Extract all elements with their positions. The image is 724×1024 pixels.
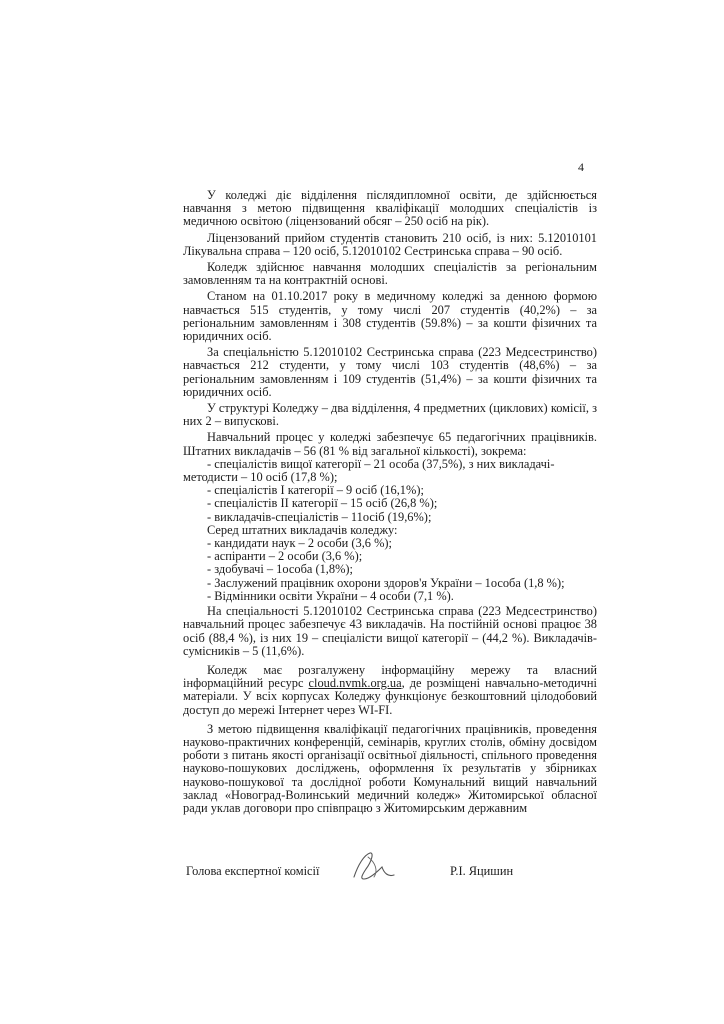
signature-block <box>186 861 596 901</box>
paragraph-network <box>183 664 597 717</box>
cloud-resource-link[interactable]: cloud.nvmk.org.ua <box>308 676 402 691</box>
list-item: - здобувачі – 1особа (1,8%); <box>207 562 353 577</box>
list-item: - аспіранти – 2 особи (3,6 %); <box>207 549 363 564</box>
paragraph-cooperation: З метою підвищення кваліфікації педагогічних працівників, проведення науково-практичних конференцій, семінарів, круглих столів, обміну досвідом роботи з питань якості організації освітньої діяльності, спільного проведення науково-пошукових досліджень, оформлення їх результатів у збірниках науково-пошукової та дослідної роботи Комунальний вищий навчальний заклад «Новоград-Волинський медичний коледж» Житомирської обласної ради уклав договори про співпрацю з Житомирським державним <box>183 721 597 815</box>
list-item: - викладачів-спеціалістів – 11осіб (19,6%); <box>207 509 432 524</box>
paragraph-specialty-staff: На спеціальності 5.12010102 Сестринська справа (223 Медсестринство) навчальний процес забезпечує 43 викладачів. На постійній основі працює 38 осіб (88,4 %), із них 19 – спеціалісти вищої категорії – (44,2 %). Викладачів-сумісників – 5 (11,6%). <box>183 604 597 658</box>
signature-label: Голова експертної комісії <box>186 864 320 878</box>
paragraph-licensed-intake: Ліцензований прийом студентів становить 210 осіб, із них: 5.12010101 Лікувальна справа – 120 осіб, 5.12010102 Сестринська справа – 90 осіб. <box>183 230 597 258</box>
network-text-start: Коледж має розгалужену інформаційну мережу та власний інформаційний ресурс <box>183 662 597 691</box>
handwritten-signature <box>348 847 400 887</box>
staff-category-list <box>183 458 597 524</box>
staff-degrees-list <box>183 537 597 603</box>
list-item: - спеціалістів І категорії – 9 осіб (16,1%); <box>207 483 424 498</box>
staff-intro: Серед штатних викладачів коледжу: <box>207 522 398 537</box>
list-item: - кандидати наук – 2 особи (3,6 %); <box>207 536 392 551</box>
paragraph-nursing-students: За спеціальністю 5.12010102 Сестринська справа (223 Медсестринство) навчається 212 студенти, у тому числі 103 студентів (48,6%) – за регіональним замовленням і 109 студентів (51,4%) – за кошти фізичних та юридичних осіб. <box>183 345 597 399</box>
paragraph-structure: У структурі Коледжу – два відділення, 4 предметних (циклових) комісії, з них 2 – випускові. <box>183 401 597 429</box>
list-item: - Відмінники освіти України – 4 особи (7,1 %). <box>207 588 454 603</box>
list-item: - спеціалістів вищої категорії – 21 особа (37,5%), з них викладачі-методисти – 10 осіб (17,8 %); <box>183 456 555 485</box>
paragraph-student-count: Станом на 01.10.2017 року в медичному коледжі за денною формою навчається 515 студентів, у тому числі 207 студентів (40,2%) – за регіональним замовленням і 308 студентів (59.8%) – за кошти фізичних та юридичних осіб. <box>183 289 597 344</box>
paragraph-postgraduate: У коледжі діє відділення післядипломної освіти, де здійснюється навчання з метою підвищення кваліфікації молодших спеціалістів із медичною освітою (ліцензований обсяг – 250 осіб на рік). <box>183 188 597 229</box>
page-number: 4 <box>578 160 584 174</box>
list-item: - спеціалістів ІІ категорії – 15 осіб (26,8 %); <box>207 496 438 511</box>
document-body <box>183 189 597 818</box>
network-text-end: , де розміщені навчально-методичні матеріали. У всіх корпусах Коледжу функціонує безкоштовний цілодобовий доступ до мережі Інтернет через WI-FI. <box>183 676 597 717</box>
paragraph-teaching-staff: Навчальний процес у коледжі забезпечує 65 педагогічних працівників. Штатних викладачів – 56 (81 % від загальної кількості), зокрема: <box>183 430 597 458</box>
paragraph-training-basis: Коледж здійснює навчання молодших спеціалістів за регіональним замовленням та на контрактній основі. <box>183 260 597 288</box>
signer-name: Р.І. Яцишин <box>450 864 514 878</box>
list-item: - Заслужений працівник охорони здоров'я України – 1особа (1,8 %); <box>207 575 565 590</box>
